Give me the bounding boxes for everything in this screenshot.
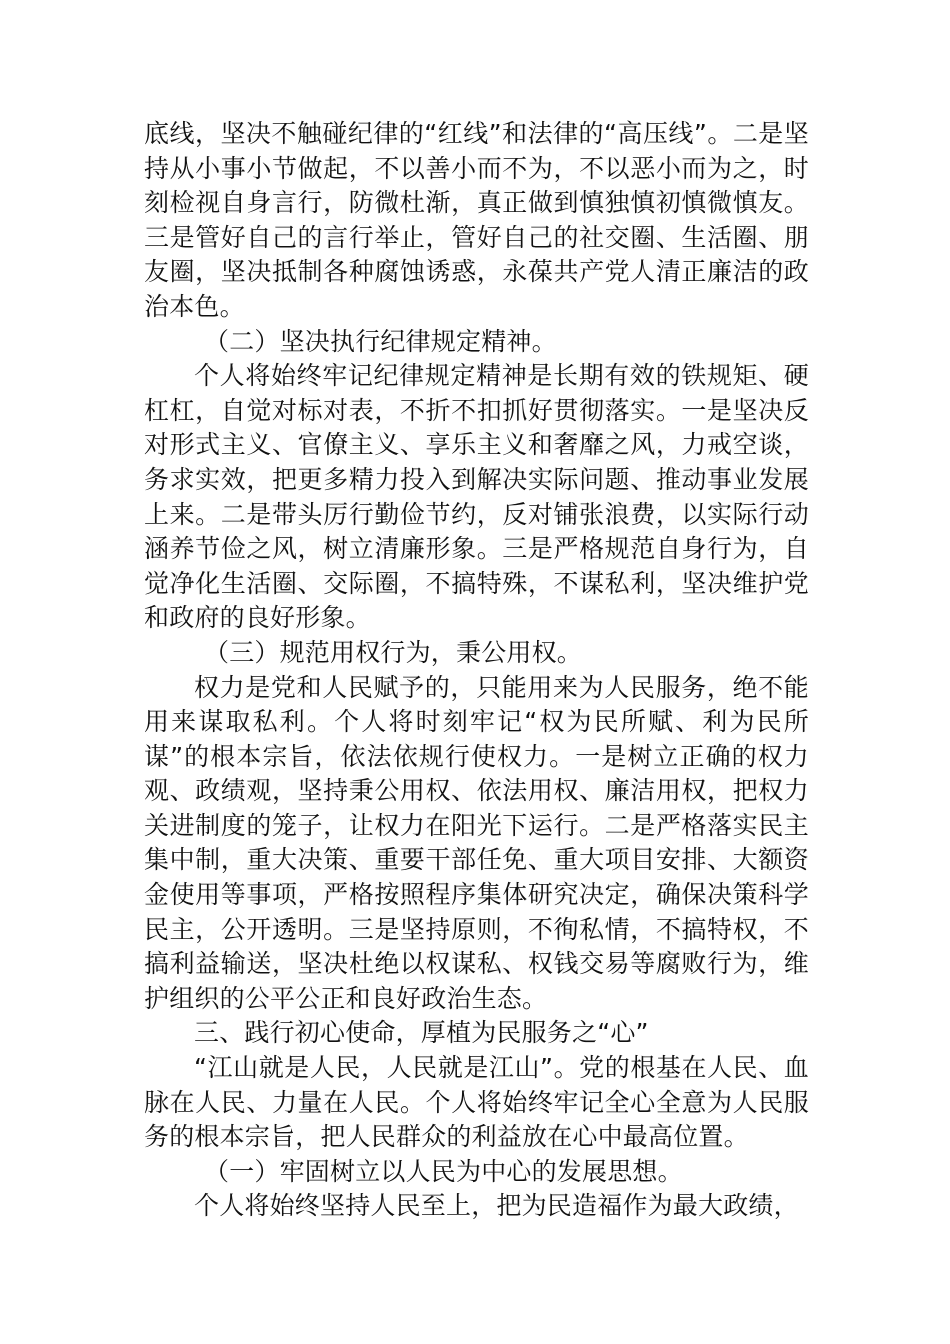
subheading-discipline-rules: （二）坚决执行纪律规定精神。: [204, 326, 557, 356]
paragraph-power-use: 权力是党和人民赋予的，只能用来为人民服务，绝不能用来谋取私利。个人将时刻牢记“权为民所赋、利为民所谋”的根本宗旨，依法依规行使权力。一是树立正确的权力观、政绩观，坚持秉公用权、依法用权、廉洁用权，把权力关进制度的笼子，让权力在阳光下运行。二是严格落实民主集中制，重大决策、重要干部任免、重大项目安排、大额资金使用等事项，严格按照程序集体研究决定，确保决策科学民主，公开透明。三是坚持原则，不徇私情，不搞特权，不搞利益输送，坚决杜绝以权谋私、权钱交易等腐败行为，维护组织的公平公正和良好政治生态。: [144, 672, 809, 1013]
paragraph-discipline-rules: 个人将始终牢记纪律规定精神是长期有效的铁规矩、硬杠杠，自觉对标对表，不折不扣抓好贯彻落实。一是坚决反对形式主义、官僚主义、享乐主义和奢靡之风，力戒空谈，务求实效，把更多精力投入到解决实际问题、推动事业发展上来。二是带头厉行勤俭节约，反对铺张浪费，以实际行动涵养节俭之风，树立清廉形象。三是严格规范自身行为，自觉净化生活圈、交际圈，不搞特殊，不谋私利，坚决维护党和政府的良好形象。: [144, 361, 809, 633]
document-body: [144, 117, 809, 1224]
section-heading-serve-people: 三、践行初心使命，厚植为民服务之“心”: [194, 1018, 649, 1048]
paragraph-serve-people: “江山就是人民，人民就是江山”。党的根基在人民、血脉在人民、力量在人民。个人将始终牢记全心全意为人民服务的根本宗旨，把人民群众的利益放在心中最高位置。: [144, 1053, 809, 1152]
subheading-power-use: （三）规范用权行为，秉公用权。: [204, 637, 583, 667]
paragraph-discipline-bottomline: 底线，坚决不触碰纪律的“红线”和法律的“高压线”。二是坚持从小事小节做起，不以善小而不为，不以恶小而为之，时刻检视自身言行，防微杜渐，真正做到慎独慎初慎微慎友。三是管好自己的言行举止，管好自己的社交圈、生活圈、朋友圈，坚决抵制各种腐蚀诱惑，永葆共产党人清正廉洁的政治本色。: [144, 119, 809, 321]
subheading-people-centered: （一）牢固树立以人民为中心的发展思想。: [204, 1156, 683, 1186]
paragraph-people-centered: 个人将始终坚持人民至上，把为民造福作为最大政绩，: [194, 1191, 799, 1221]
